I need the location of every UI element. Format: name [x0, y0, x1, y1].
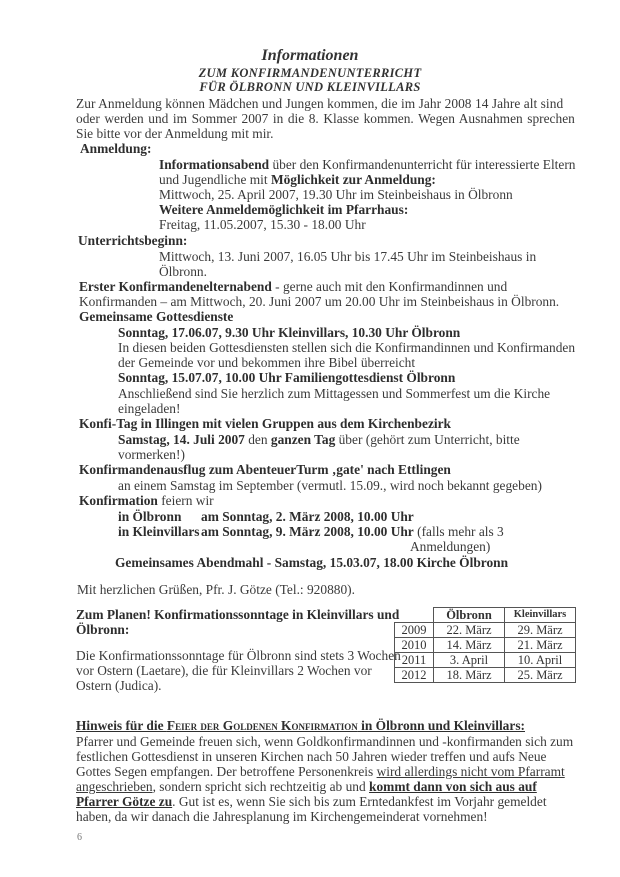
hinweis-heading-text: Hinweis für die	[76, 718, 167, 733]
konfitag-text: über (gehört zum Unterricht, bitte	[335, 432, 520, 447]
service-2-desc: eingeladen!	[118, 401, 181, 416]
planning-heading: Ölbronn:	[76, 622, 130, 637]
table-row	[395, 653, 576, 668]
konfitag-note: vormerken!)	[118, 447, 185, 462]
konfitag-date: Samstag, 14. Juli 2007	[118, 432, 245, 447]
unterricht-date: Mittwoch, 13. Juni 2007, 16.05 Uhr bis 17.45 Uhr im Steinbeishaus in	[159, 249, 537, 264]
konfitag-duration: ganzen Tag	[270, 432, 336, 447]
hinweis-text	[76, 764, 565, 779]
table-cell: 3. April	[434, 653, 505, 668]
intro-line: Zur Anmeldung können Mädchen und Jungen kommen, die im Jahr 2008 14 Jahre alt sind	[76, 96, 564, 111]
table-header-cell: Kleinvillars	[505, 608, 576, 623]
table-row	[395, 623, 576, 638]
table-cell: 22. März	[434, 623, 505, 638]
konfitag-line	[118, 432, 520, 447]
konfirmation-note: (falls mehr als 3	[413, 524, 504, 539]
konfirmation-date-2: am Sonntag, 9. März 2008, 10.00 Uhr	[201, 524, 414, 539]
planning-heading: Zum Planen! Konfirmationssonntage in Kleinvillars und	[76, 607, 400, 622]
elternabend-date: Konfirmanden – am Mittwoch, 20. Juni 2007 um 20.00 Uhr im Steinbeishaus in Ölbronn.	[79, 294, 560, 309]
service-1-desc: In diesen beiden Gottesdiensten stellen sich die Konfirmandinnen und Konfirmanden	[118, 340, 576, 355]
ausflug-date: an einem Samstag im September (vermutl. 15.09., wird noch bekannt gegeben)	[118, 478, 542, 493]
elternabend-line	[79, 279, 507, 294]
greeting-signature: Mit herzlichen Grüßen, Pfr. J. Götze (Tel.: 920880).	[77, 582, 355, 597]
page-number: 6	[77, 832, 82, 843]
unterricht-location: Ölbronn.	[159, 264, 207, 279]
confirmation-dates-table	[394, 607, 576, 683]
info-evening-label: Informationsabend	[159, 157, 270, 172]
planning-text: Ostern (Judica).	[76, 678, 162, 693]
table-cell: 25. März	[505, 668, 576, 683]
hinweis-text-part: . Gut ist es, wenn Sie sich bis zum Erntedankfest im Vorjahr gemeldet	[172, 794, 547, 809]
elternabend-text: - gerne auch mit den Konfirmandinnen und	[271, 279, 508, 294]
table-header-cell: Ölbronn	[434, 608, 505, 623]
konfirmation-line-2	[201, 524, 504, 539]
hinweis-emphasis: wird allerdings nicht vom Pfarramt	[376, 764, 565, 779]
hinweis-text: festlichen Gottesdienst in unseren Kirchen nach 50 Jahren wieder treffen und aufs Neue	[76, 749, 547, 764]
page-subtitle-2: FÜR ÖLBRONN UND KLEINVILLARS	[199, 80, 421, 94]
table-header-cell	[395, 608, 434, 623]
abendmahl-line: Gemeinsames Abendmahl - Samstag, 15.03.07, 18.00 Kirche Ölbronn	[115, 555, 509, 570]
konfirmation-note: Anmeldungen)	[410, 539, 491, 554]
info-evening-date: Mittwoch, 25. April 2007, 19.30 Uhr im Steinbeishaus in Ölbronn	[159, 187, 513, 202]
hinweis-strong-emphasis: kommt dann von sich aus auf	[369, 779, 537, 794]
page-title: Informationen	[261, 47, 359, 64]
table-row	[395, 638, 576, 653]
anmeldung-info-line	[159, 172, 436, 187]
intro-line: oder werden und im Sommer 2007 in die 8. Klasse kommen. Wegen Ausnahmen sprechen	[76, 111, 575, 126]
table-cell: 21. März	[505, 638, 576, 653]
anmeldung-info-line	[159, 157, 576, 172]
page-subtitle-1: ZUM KONFIRMANDENUNTERRICHT	[198, 66, 422, 80]
hinweis-text: haben, da wir danach die Jahresplanung im Kirchengemeinderat vornehmen!	[76, 809, 488, 824]
service-2-title: Sonntag, 15.07.07, 10.00 Uhr Familiengottesdienst Ölbronn	[118, 370, 456, 385]
hinweis-heading-event: Feier der Goldenen Konfirmation	[166, 718, 358, 733]
konfirmation-location-1: in Ölbronn	[118, 509, 182, 524]
hinweis-heading-text: in Ölbronn und Kleinvillars:	[357, 718, 525, 733]
table-row	[395, 668, 576, 683]
konfirmation-location-2: in Kleinvillars	[118, 524, 200, 539]
table-cell: 10. April	[505, 653, 576, 668]
section-heading-ausflug: Konfirmandenausflug zum AbenteuerTurm ‚gate' nach Ettlingen	[79, 462, 451, 477]
info-text: und Jugendliche mit	[159, 172, 271, 187]
hinweis-heading	[76, 718, 525, 733]
table-cell: 14. März	[434, 638, 505, 653]
further-registration-label: Weitere Anmeldemöglichkeit im Pfarrhaus:	[159, 202, 409, 217]
section-heading-unterrichtsbeginn: Unterrichtsbeginn:	[78, 233, 188, 248]
hinweis-text	[76, 779, 537, 794]
konfirmation-label: Konfirmation	[79, 493, 158, 508]
table-cell-year: 2009	[395, 623, 434, 638]
registration-option-label: Möglichkeit zur Anmeldung:	[270, 172, 436, 187]
planning-text: Die Konfirmationssonntage für Ölbronn sind stets 3 Wochen	[76, 648, 401, 663]
intro-line: Sie bitte vor der Anmeldung mit mir.	[76, 126, 274, 141]
konfitag-text: den	[244, 432, 271, 447]
konfirmation-date-1: am Sonntag, 2. März 2008, 10.00 Uhr	[201, 509, 414, 524]
table-cell-year: 2010	[395, 638, 434, 653]
section-heading-konfitag: Konfi-Tag in Illingen mit vielen Gruppen aus dem Kirchenbezirk	[79, 416, 452, 431]
table-cell-year: 2011	[395, 653, 434, 668]
info-evening-text: über den Konfirmandenunterricht für interessierte Eltern	[269, 157, 576, 172]
section-heading-gottesdienste: Gemeinsame Gottesdienste	[79, 309, 234, 324]
planning-text: vor Ostern (Laetare), die für Kleinvillars 2 Wochen vor	[76, 663, 372, 678]
hinweis-text: Pfarrer und Gemeinde freuen sich, wenn Goldkonfirmandinnen und -konfirmanden sich zum	[76, 734, 574, 749]
elternabend-label: Erster Konfirmandenelternabend	[79, 279, 272, 294]
table-cell-year: 2012	[395, 668, 434, 683]
hinweis-text-part: Gottes Segen empfangen. Der betroffene Personenkreis	[76, 764, 377, 779]
service-2-desc: Anschließend sind Sie herzlich zum Mittagessen und Sommerfest um die Kirche	[118, 386, 551, 401]
hinweis-strong-emphasis: Pfarrer Götze zu	[76, 794, 173, 809]
table-cell: 18. März	[434, 668, 505, 683]
table-header-row	[395, 608, 576, 623]
table-cell: 29. März	[505, 623, 576, 638]
hinweis-text-part: , sondern spricht sich rechtzeitig ab und	[152, 779, 370, 794]
further-registration-date: Freitag, 11.05.2007, 15.30 - 18.00 Uhr	[159, 217, 366, 232]
hinweis-text	[76, 794, 547, 809]
konfirmation-text: feiern wir	[157, 493, 214, 508]
section-heading-anmeldung: Anmeldung:	[80, 141, 152, 156]
hinweis-emphasis: angeschrieben	[76, 779, 153, 794]
service-1-title: Sonntag, 17.06.07, 9.30 Uhr Kleinvillars, 10.30 Uhr Ölbronn	[118, 325, 461, 340]
konfirmation-line	[79, 493, 214, 508]
service-1-desc: der Gemeinde vor und bekommen ihre Bibel überreicht	[118, 355, 416, 370]
